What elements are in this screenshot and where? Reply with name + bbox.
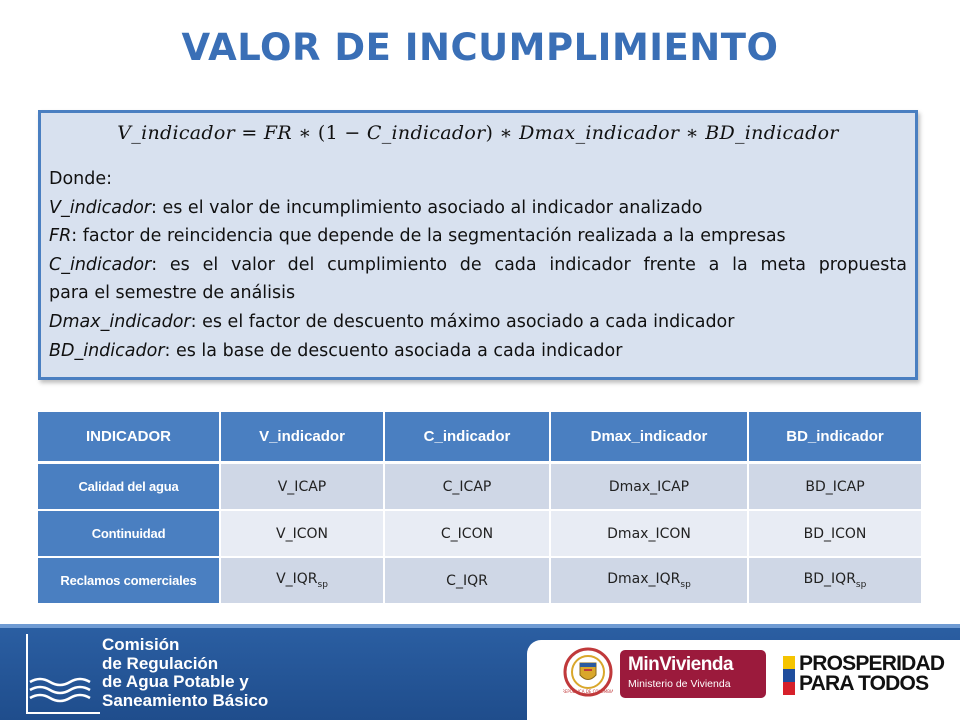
footer-divider	[0, 624, 960, 628]
minvivienda-name: MinVivienda	[628, 654, 734, 675]
cell-bd-sub: sp	[855, 579, 867, 590]
cra-line-1: Comisión	[102, 635, 180, 654]
definition-v	[49, 194, 907, 223]
prosperidad-line-1: PROSPERIDAD	[799, 652, 945, 675]
formula-eq: =	[235, 122, 264, 144]
term-fr: FR	[49, 226, 72, 247]
header-indicador: INDICADOR	[38, 412, 220, 463]
formula-bd: BD_indicador	[705, 122, 839, 144]
formula-one: 1	[325, 122, 339, 144]
cell-bd: BD_ICON	[748, 510, 922, 557]
cell-c: C_ICON	[384, 510, 550, 557]
cell-v-sub: sp	[317, 579, 328, 590]
header-dmax: Dmax_indicador	[550, 412, 748, 463]
cell-c: C_ICAP	[384, 463, 550, 511]
cell-bd: BD_ICAP	[748, 463, 922, 511]
formula-close-times: ) ∗	[485, 122, 520, 144]
formula-c: C_indicador	[366, 122, 486, 144]
cell-bd-text: BD_IQR	[803, 571, 856, 588]
cell-bd	[748, 557, 922, 604]
cell-c: C_IQR	[384, 557, 550, 604]
table-row	[38, 510, 922, 557]
definition-dmax	[49, 308, 907, 337]
table-row	[38, 463, 922, 511]
cell-dmax: Dmax_ICON	[550, 510, 748, 557]
desc-fr: : factor de reincidencia que depende de la segmentación realizada a la empresas	[71, 226, 786, 247]
header-c: C_indicador	[384, 412, 550, 463]
table-header-row	[38, 412, 922, 463]
cell-v-text: V_IQR	[276, 571, 318, 588]
seal-text: REPUBLICA DE COLOMBIA	[563, 689, 613, 694]
formula-times2: ∗	[679, 122, 706, 144]
page-title: VALOR DE INCUMPLIMIENTO	[181, 26, 779, 69]
row-name: Calidad del agua	[38, 463, 220, 511]
desc-dmax: : es el factor de descuento máximo asociado a cada indicador	[190, 311, 735, 332]
formula-fr: FR	[263, 122, 293, 144]
formula-box	[38, 110, 918, 380]
flag-blue-stripe	[783, 669, 795, 682]
cell-v: V_ICON	[220, 510, 384, 557]
cra-waves-icon	[28, 634, 100, 712]
formula-minus: −	[338, 122, 367, 144]
indicator-table	[38, 412, 923, 605]
cell-dmax	[550, 557, 748, 604]
definition-c	[49, 251, 907, 280]
term-dmax: Dmax_indicador	[49, 311, 191, 332]
desc-bd: : es la base de descuento asociada a cada indicador	[164, 340, 623, 361]
cra-line-4: Saneamiento Básico	[102, 690, 269, 710]
flag-red-stripe	[783, 682, 795, 695]
term-bd: BD_indicador	[49, 340, 165, 361]
cra-logo-icon	[26, 634, 100, 714]
flag-yellow-stripe	[783, 656, 795, 669]
colombia-seal-icon	[563, 647, 613, 702]
cra-line-3: de Agua Potable y	[102, 672, 249, 692]
cra-name	[102, 636, 268, 710]
row-name: Reclamos comerciales	[38, 557, 220, 604]
cell-dmax: Dmax_ICAP	[550, 463, 748, 511]
header-v: V_indicador	[220, 412, 384, 463]
cell-dmax-sub: sp	[680, 579, 691, 590]
prosperidad-text	[799, 654, 944, 694]
minvivienda-sub: Ministerio de Vivienda	[628, 678, 731, 690]
definition-fr	[49, 222, 907, 251]
formula-dmax: Dmax_indicador	[519, 122, 680, 144]
definition-c-cont: para el semestre de análisis	[49, 283, 296, 304]
desc-v: : es el valor de incumplimiento asociado al indicador analizado	[151, 197, 703, 218]
formula-v: V_indicador	[117, 122, 236, 144]
cell-v: V_ICAP	[220, 463, 384, 511]
term-v: V_indicador	[49, 197, 152, 218]
desc-c: : es el valor del cumplimiento de cada indicador frente a la meta propuesta	[151, 254, 907, 275]
table-row	[38, 557, 922, 604]
formula	[49, 119, 907, 147]
cra-line-2: de Regulación	[102, 653, 219, 673]
prosperidad-line-2: PARA TODOS	[799, 672, 929, 695]
formula-times1: ∗ (	[292, 122, 326, 144]
cell-dmax-text: Dmax_IQR	[607, 571, 681, 588]
minvivienda-logo	[620, 650, 766, 698]
donde-label: Donde:	[49, 169, 113, 189]
definition-bd	[49, 337, 907, 366]
row-name: Continuidad	[38, 510, 220, 557]
cell-v	[220, 557, 384, 604]
term-c: C_indicador	[49, 254, 152, 275]
header-bd: BD_indicador	[748, 412, 922, 463]
